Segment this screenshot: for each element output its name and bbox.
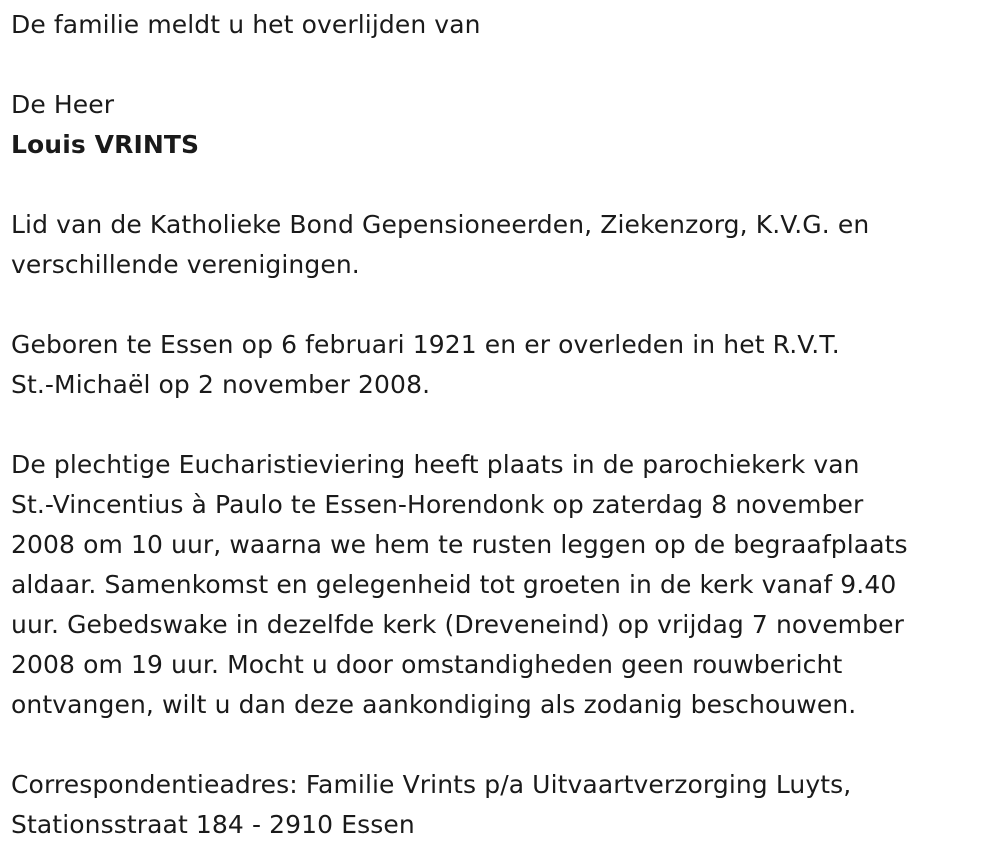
spacer <box>11 285 981 325</box>
spacer <box>11 165 981 205</box>
intro-text: De familie meldt u het overlijden van <box>11 10 481 39</box>
paragraph-line: 2008 om 19 uur. Mocht u door omstandigheden geen rouwbericht <box>11 650 843 679</box>
paragraph-line: Geboren te Essen op 6 februari 1921 en er overleden in het R.V.T. <box>11 330 840 359</box>
paragraph-line: aldaar. Samenkomst en gelegenheid tot groeten in de kerk vanaf 9.40 <box>11 570 897 599</box>
spacer <box>11 405 981 445</box>
paragraph-line: ontvangen, wilt u dan deze aankondiging als zodanig beschouwen. <box>11 690 857 719</box>
paragraph-line: 2008 om 10 uur, waarna we hem te rusten leggen op de begraafplaats <box>11 530 908 559</box>
paragraph-line: Lid van de Katholieke Bond Gepensioneerden, Ziekenzorg, K.V.G. en <box>11 210 870 239</box>
ceremony-paragraph <box>11 445 981 725</box>
paragraph-line: St.-Vincentius à Paulo te Essen-Horendonk op zaterdag 8 november <box>11 490 864 519</box>
paragraph-line: Correspondentieadres: Familie Vrints p/a Uitvaartverzorging Luyts, <box>11 770 852 799</box>
spacer <box>11 45 981 85</box>
salutation: De Heer <box>11 90 115 119</box>
paragraph-line: Stationsstraat 184 - 2910 Essen <box>11 810 415 839</box>
membership-paragraph <box>11 205 981 285</box>
death-notice <box>11 5 981 845</box>
spacer <box>11 725 981 765</box>
birth-death-paragraph <box>11 325 981 405</box>
paragraph-line: verschillende verenigingen. <box>11 250 360 279</box>
paragraph-line: uur. Gebedswake in dezelfde kerk (Dreveneind) op vrijdag 7 november <box>11 610 904 639</box>
paragraph-line: St.-Michaël op 2 november 2008. <box>11 370 431 399</box>
paragraph-line: De plechtige Eucharistieviering heeft plaats in de parochiekerk van <box>11 450 860 479</box>
deceased-name: Louis VRINTS <box>11 130 200 159</box>
address-paragraph <box>11 765 981 845</box>
